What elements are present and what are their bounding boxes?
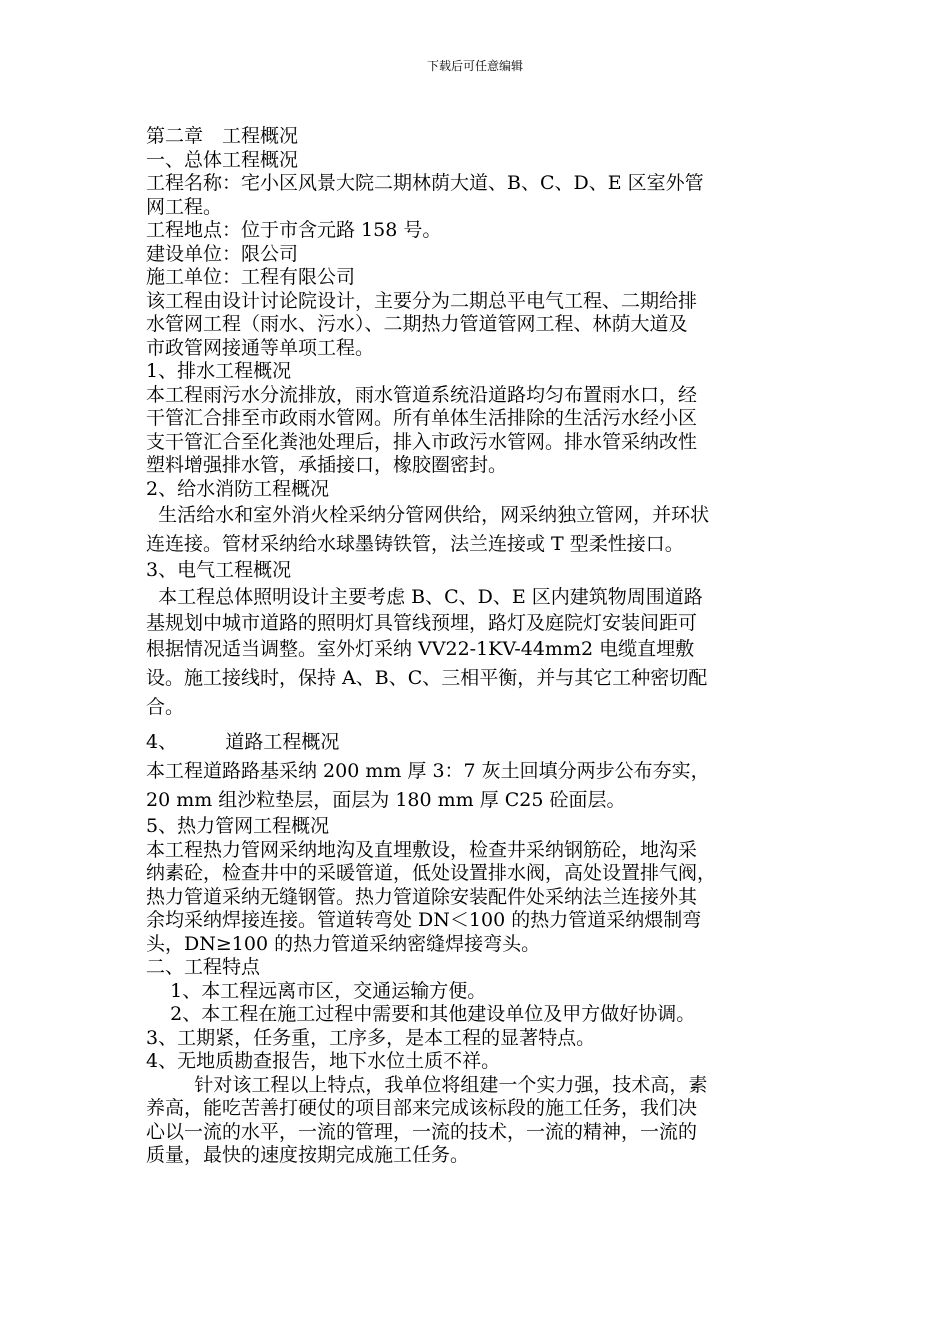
- document-line: 养高，能吃苦善打硬仗的项目部来完成该标段的施工任务，我们决: [146, 1097, 698, 1119]
- document-line: 5、热力管网工程概况: [146, 815, 330, 837]
- document-line: 二、工程特点: [146, 956, 261, 978]
- document-line: 2、给水消防工程概况: [146, 477, 330, 500]
- document-line: 生活给水和室外消火栓采纳分管网供给，网采纳独立管网，并环状: [146, 504, 710, 526]
- document-line: 一、总体工程概况: [146, 148, 299, 171]
- document-line: 第二章 工程概况: [146, 125, 299, 147]
- document-line: 工程地点：位于市含元路 158 号。: [146, 219, 442, 241]
- page-header-note: 下载后可任意编辑: [426, 59, 523, 73]
- document-line: 市政管网接通等单项工程。: [146, 336, 375, 359]
- document-line: 4、无地质勘查报告，地下水位土质不祥。: [146, 1050, 501, 1072]
- document-line: 1、排水工程概况: [146, 360, 292, 382]
- document-line: 4、 道路工程概况: [146, 731, 340, 753]
- document-line: 建设单位：限公司: [146, 242, 299, 265]
- document-line: 工程名称：宅小区风景大院二期林荫大道、B、C、D、E 区室外管: [146, 172, 704, 194]
- document-line: 基规划中城市道路的照明灯具管线预埋，路灯及庭院灯安装间距可: [146, 611, 698, 634]
- document-line: 心以一流的水平，一流的管理，一流的技术，一流的精神，一流的: [146, 1120, 698, 1143]
- document-line: 1、本工程远离市区，交通运输方便。: [146, 979, 487, 1002]
- document-line: 支干管汇合至化粪池处理后，排入市政污水管网。排水管采纳改性: [146, 430, 698, 453]
- document-line: 网工程。: [146, 195, 223, 218]
- document-line: 干管汇合排至市政雨水管网。所有单体生活排除的生活污水经小区: [146, 407, 698, 429]
- document-line: 合。: [146, 696, 185, 718]
- document-line: 连连接。管材采纳给水球墨铸铁管，法兰连接或 T 型柔性接口。: [146, 533, 684, 555]
- document-line: 本工程热力管网采纳地沟及直埋敷设，检查井采纳钢筋砼，地沟采: [146, 838, 698, 861]
- document-line: 热力管道采纳无缝钢管。热力管道除安装配件处采纳法兰连接外其: [146, 885, 698, 908]
- document-line: 塑料增强排水管，承插接口，橡胶圈密封。: [146, 454, 508, 476]
- document-line: 该工程由设计讨论院设计，主要分为二期总平电气工程、二期给排: [146, 289, 698, 312]
- document-line: 纳素砼，检查井中的采暖管道，低处设置排水阀，高处设置排气阀，: [146, 862, 717, 884]
- document-line: 3、电气工程概况: [146, 559, 292, 581]
- document-line: 根据情况适当调整。室外灯采纳 VV22-1KV-44mm2 电缆直埋敷: [146, 638, 695, 660]
- document-line: 针对该工程以上特点，我单位将组建一个实力强，技术高，素: [146, 1073, 708, 1096]
- document-line: 质量，最快的速度按期完成施工任务。: [146, 1144, 470, 1166]
- document-line: 头，DN≥100 的热力管道采纳密缝焊接弯头。: [146, 932, 541, 955]
- document-line: 2、本工程在施工过程中需要和其他建设单位及甲方做好协调。: [146, 1003, 696, 1025]
- document-line: 水管网工程（雨水、污水）、二期热力管道管网工程、林荫大道及: [146, 313, 688, 335]
- document-line: 余均采纳焊接连接。管道转弯处 DN＜100 的热力管道采纳煨制弯: [146, 909, 702, 931]
- document-line: 3、工期紧，任务重，工序多，是本工程的显著特点。: [146, 1026, 596, 1049]
- document-line: 本工程道路路基采纳 200 mm 厚 3：7 灰土回填分两步公布夯实，: [146, 760, 710, 782]
- document-body: [146, 125, 811, 1168]
- document-line: 施工单位：工程有限公司: [146, 266, 356, 288]
- document-line: 20 mm 组沙粒垫层，面层为 180 mm 厚 C25 砼面层。: [146, 789, 626, 811]
- document-line: 本工程总体照明设计主要考虑 B、C、D、E 区内建筑物周围道路: [146, 585, 703, 608]
- document-line: 本工程雨污水分流排放，雨水管道系统沿道路均匀布置雨水口，经: [146, 383, 698, 406]
- document-line: 设。施工接线时，保持 A、B、C、三相平衡，并与其它工种密切配: [146, 667, 708, 689]
